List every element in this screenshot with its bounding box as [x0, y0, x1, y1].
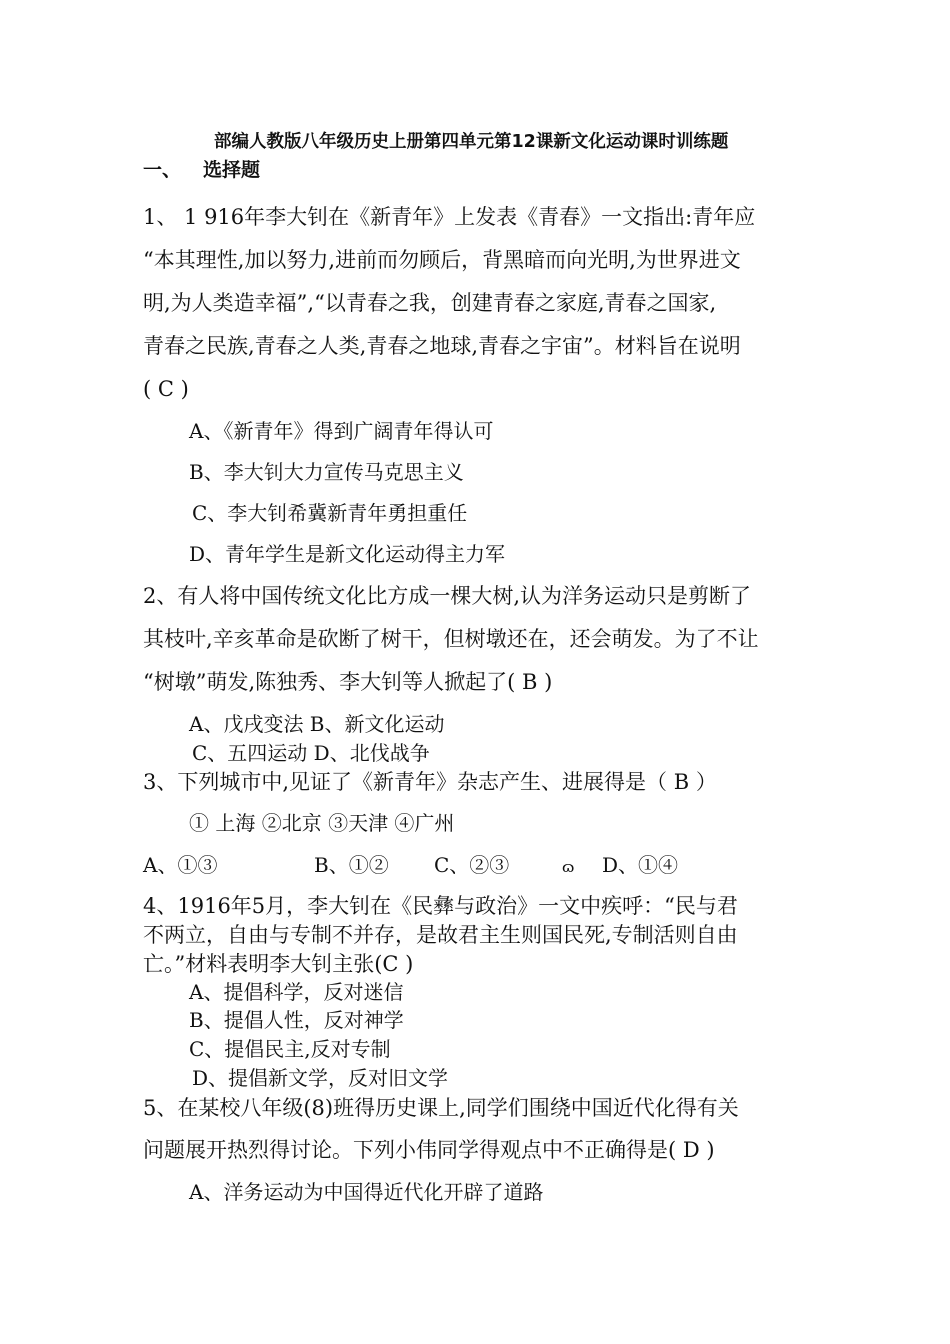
q2-line-3: “树墩”萌发,陈独秀、李大钊等人掀起了( B )	[143, 670, 553, 694]
q4-line-1: 4、1916年5月，李大钊在《民彝与政治》一文中疾呼：“民与君	[143, 894, 738, 918]
q4-option-d: D、提倡新文学，反对旧文学	[192, 1066, 449, 1090]
section-number: 一、	[143, 159, 182, 181]
q1-line-3: 明,为人类造幸福”,“以青春之我，创建青春之家庭,青春之国家,	[143, 291, 717, 315]
q1-answer: ( C )	[143, 377, 189, 401]
section-label: 选择题	[203, 159, 261, 181]
q4-option-b: B、提倡人性，反对神学	[189, 1008, 404, 1032]
q3-answer-d: D、①④	[602, 853, 679, 877]
q1-line-1: 1、 1 916年李大钊在《新青年》上发表《青春》一文指出:青年应	[143, 205, 756, 229]
q4-option-c: C、提倡民主,反对专制	[189, 1037, 391, 1061]
q2-line-2: 其枝叶,辛亥革命是砍断了树干，但树墩还在，还会萌发。为了不让	[143, 627, 759, 651]
q1-option-b: B、李大钊大力宣传马克思主义	[189, 460, 464, 484]
document-title: 部编人教版八年级历史上册第四单元第12课新文化运动课时训练题	[214, 132, 729, 152]
q2-options-row-2: C、五四运动 D、北伐战争	[192, 741, 430, 765]
q3-stem: 3、下列城市中,见证了《新青年》杂志产生、进展得是（ B ）	[143, 770, 717, 794]
q3-cities: ① 上海 ②北京 ③天津 ④广州	[189, 811, 455, 835]
q2-options-row-1: A、戊戌变法 B、新文化运动	[189, 712, 445, 736]
q5-option-a: A、洋务运动为中国得近代化开辟了道路	[189, 1180, 544, 1204]
q5-line-2: 问题展开热烈得讨论。下列小伟同学得观点中不正确得是( D )	[143, 1138, 715, 1162]
q3-answer-b: B、①②	[314, 853, 389, 877]
q3-stray-mark: ɷ	[562, 858, 575, 876]
q4-line-2: 不两立，自由与专制不并存，是故君主生则国民死,专制活则自由	[143, 923, 738, 947]
q5-line-1: 5、在某校八年级(8)班得历史课上,同学们围绕中国近代化得有关	[143, 1096, 739, 1120]
q4-line-3: 亡。”材料表明李大钊主张(C )	[143, 952, 414, 976]
q1-option-c: C、李大钊希冀新青年勇担重任	[192, 501, 468, 525]
q4-option-a: A、提倡科学，反对迷信	[189, 980, 404, 1004]
q3-answer-c: C、②③	[434, 853, 510, 877]
q3-answer-a: A、①③	[143, 853, 218, 877]
q1-option-a: A、《新青年》得到广阔青年得认可	[189, 419, 494, 443]
q1-option-d: D、青年学生是新文化运动得主力军	[189, 542, 506, 566]
q1-line-2: “本其理性,加以努力,进前而勿顾后，背黑暗而向光明,为世界进文	[143, 248, 741, 272]
q1-line-4: 青春之民族,青春之人类,青春之地球,青春之宇宙”。材料旨在说明	[143, 334, 741, 358]
q2-line-1: 2、有人将中国传统文化比方成一棵大树,认为洋务运动只是剪断了	[143, 584, 752, 608]
